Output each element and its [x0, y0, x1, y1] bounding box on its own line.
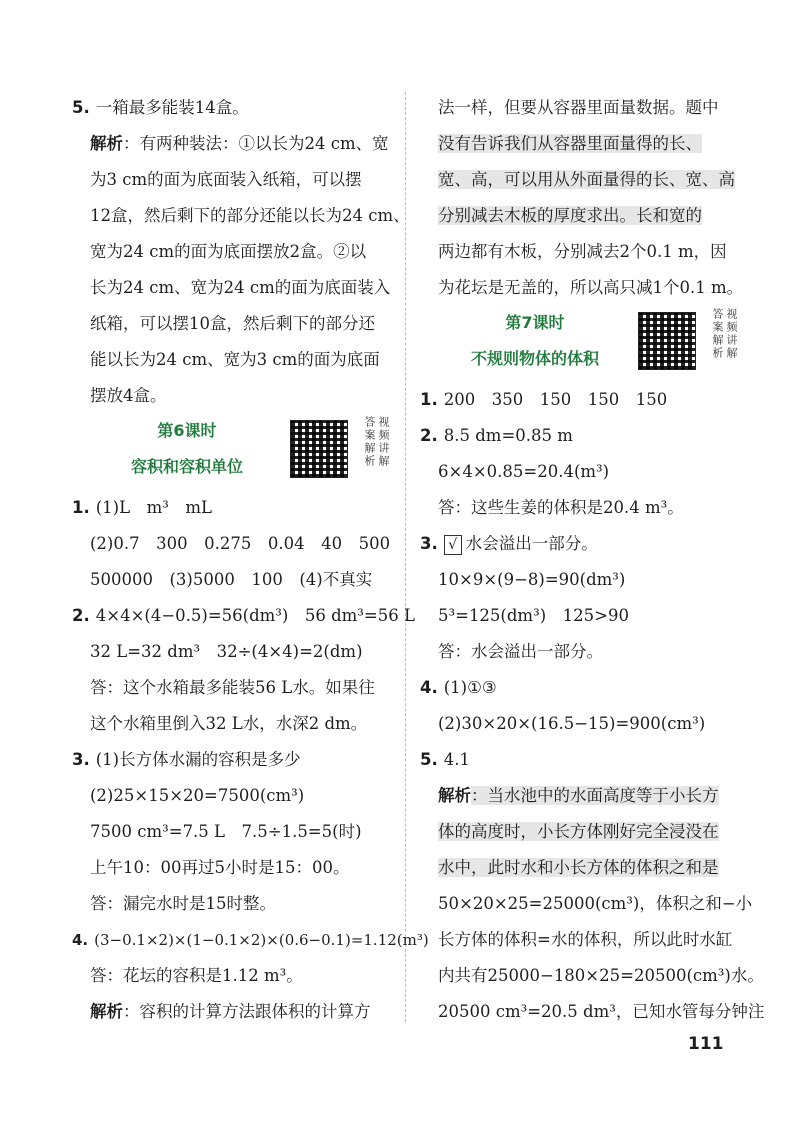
answer-line: 500000 (3)5000 100 (4)不真实 [90, 570, 373, 589]
analysis-line: 为3 cm的面为底面装入纸箱，可以摆 [90, 170, 362, 189]
analysis-label: 解析 [90, 134, 123, 153]
answer-2: 2. 4×4×(4−0.5)=56(dm³) 56 dm³=56 L [72, 606, 415, 625]
answer-line: 6×4×0.85=20.4(m³) [438, 462, 610, 481]
qr-code-icon[interactable] [638, 312, 696, 370]
answer-2: 2. 8.5 dm=0.85 m [420, 426, 573, 445]
analysis-line: 内共有25000−180×25=20500(cm³)水。 [438, 966, 764, 985]
analysis-line: 50×20×25=25000(cm³)，体积之和−小 [438, 894, 753, 913]
analysis-line: 没有告诉我们从容器里面量得的长、 [438, 134, 702, 153]
analysis-line: 20500 cm³=20.5 dm³，已知水管每分钟注 [438, 1002, 765, 1021]
page-number: 111 [688, 1034, 724, 1054]
analysis-line: 12盒，然后剩下的部分还能以长为24 cm、 [90, 206, 410, 225]
lesson-subtitle: 容积和容积单位 [130, 457, 243, 476]
analysis-line: 解析：当水池中的水面高度等于小长方 [438, 786, 719, 805]
analysis-line: 长方体的体积=水的体积，所以此时水缸 [438, 930, 733, 949]
answer-line: 32 L=32 dm³ 32÷(4×4)=2(dm) [90, 642, 363, 661]
answer-line: 7500 cm³=7.5 L 7.5÷1.5=5(时) [90, 822, 362, 841]
checkmark-box-icon: √ [444, 535, 462, 555]
answer-number: 5. [72, 98, 90, 117]
analysis-label: 解析 [438, 786, 471, 805]
analysis-line: 体的高度时，小长方体刚好完全浸没在 [438, 822, 719, 841]
analysis-line: 摆放4盒。 [90, 386, 167, 405]
answer-1: 1. (1)L m³ mL [72, 498, 212, 517]
lesson-title: 第7课时 [505, 313, 565, 332]
answer-3: 3. (1)长方体水漏的容积是多少 [72, 750, 301, 769]
lesson-7-header [420, 306, 738, 382]
answer-line: 答：这些生姜的体积是20.4 m³。 [438, 498, 684, 517]
answer-line: 这个水箱里倒入32 L水，水深2 dm。 [90, 714, 368, 733]
lesson-subtitle: 不规则物体的体积 [470, 349, 599, 368]
qr-label: 视频讲解答案解析 [363, 416, 390, 468]
analysis-line: 宽、高，可以用从外面量得的长、宽、高 [438, 170, 735, 189]
analysis-line: 水中，此时水和小长方体的体积之和是 [438, 858, 719, 877]
qr-label: 视频讲解答案解析 [711, 308, 738, 360]
answer-4: 4. (3−0.1×2)×(1−0.1×2)×(0.6−0.1)=1.12(m³) [72, 931, 429, 949]
analysis-line: 分别减去木板的厚度求出。长和宽的 [438, 206, 702, 225]
answer-line: (2)25×15×20=7500(cm³) [90, 786, 305, 805]
analysis-line: 纸箱，可以摆10盒，然后剩下的部分还 [90, 314, 375, 333]
analysis-label: 解析 [90, 1002, 123, 1021]
answer-text: 一箱最多能装14盒。 [95, 98, 249, 117]
right-column [420, 90, 765, 1030]
answer-line: 答：这个水箱最多能装56 L水。如果往 [90, 678, 375, 697]
answer-line: 10×9×(9−8)=90(dm³) [438, 570, 626, 589]
qr-code-icon[interactable] [290, 420, 348, 478]
answer-line: 答：漏完水时是15时整。 [90, 894, 276, 913]
analysis-line: 解析：容积的计算方法跟体积的计算方 [90, 1002, 371, 1021]
answer-4: 4. (1)①③ [420, 678, 497, 697]
analysis-line: 解析：有两种装法：①以长为24 cm、宽 [90, 134, 389, 153]
analysis-line: 两边都有木板，分别减去2个0.1 m，因 [438, 242, 727, 261]
analysis-line: 长为24 cm、宽为24 cm的面为底面装入 [90, 278, 391, 297]
answer-5 [72, 90, 392, 126]
answer-1: 1. 200 350 150 150 150 [420, 390, 668, 409]
analysis-line: 能以长为24 cm、宽为3 cm的面为底面 [90, 350, 380, 369]
answer-line: 答：花坛的容积是1.12 m³。 [90, 966, 303, 985]
answer-3: 3. √ 水会溢出一部分。 [420, 534, 598, 553]
analysis-line: 法一样，但要从容器里面量数据。题中 [438, 98, 719, 117]
answer-line: (2)0.7 300 0.275 0.04 40 500 [90, 534, 391, 553]
answer-line: (2)30×20×(16.5−15)=900(cm³) [438, 714, 706, 733]
analysis-line: 为花坛是无盖的，所以高只减1个0.1 m。 [438, 278, 744, 297]
answer-line: 答：水会溢出一部分。 [438, 642, 603, 661]
answer-line: 上午10：00再过5小时是15：00。 [90, 858, 350, 877]
answer-line: 5³=125(dm³) 125>90 [438, 606, 629, 625]
analysis-line: 宽为24 cm的面为底面摆放2盒。②以 [90, 242, 367, 261]
answer-5: 5. 4.1 [420, 750, 470, 769]
lesson-6-header [72, 414, 392, 490]
left-column [72, 90, 429, 1030]
lesson-title: 第6课时 [157, 421, 217, 440]
